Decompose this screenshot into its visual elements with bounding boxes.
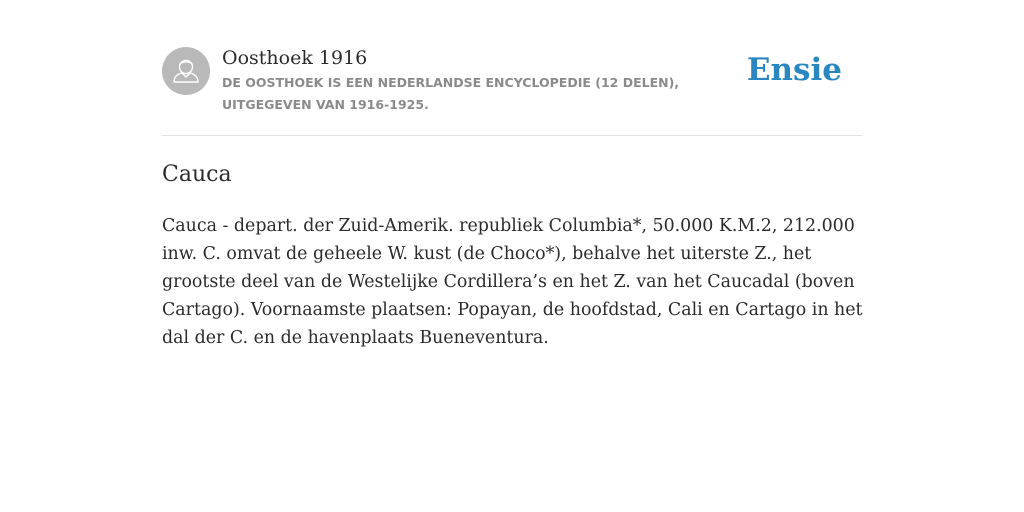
entry-title: Cauca (162, 162, 232, 187)
brand-logo[interactable]: Ensie (746, 52, 842, 88)
source-description: DE OOSTHOEK IS EEN NEDERLANDSE ENCYCLOPEDIE (12 DELEN), UITGEGEVEN VAN 1916-1925. (222, 75, 680, 112)
entry-body: Cauca - depart. der Zuid-Amerik. republiek Columbia*, 50.000 K.M.2, 212.000 inw. C. omvat de geheele W. kust (de Choco*), behalve het uiterste Z., het grootste deel van de Westelijke Cordillera’s en het Z. van het Caucadal (boven Cartago). Voornaamste plaatsen: Popayan, de hoofdstad, Cali en Cartago in het dal der C. en de havenplaats Bueneventura. (162, 216, 863, 348)
user-silhouette-icon (162, 47, 210, 95)
divider (162, 135, 862, 136)
source-header (162, 46, 862, 136)
source-title[interactable]: Oosthoek 1916 (222, 47, 368, 69)
source-avatar[interactable] (162, 47, 210, 95)
